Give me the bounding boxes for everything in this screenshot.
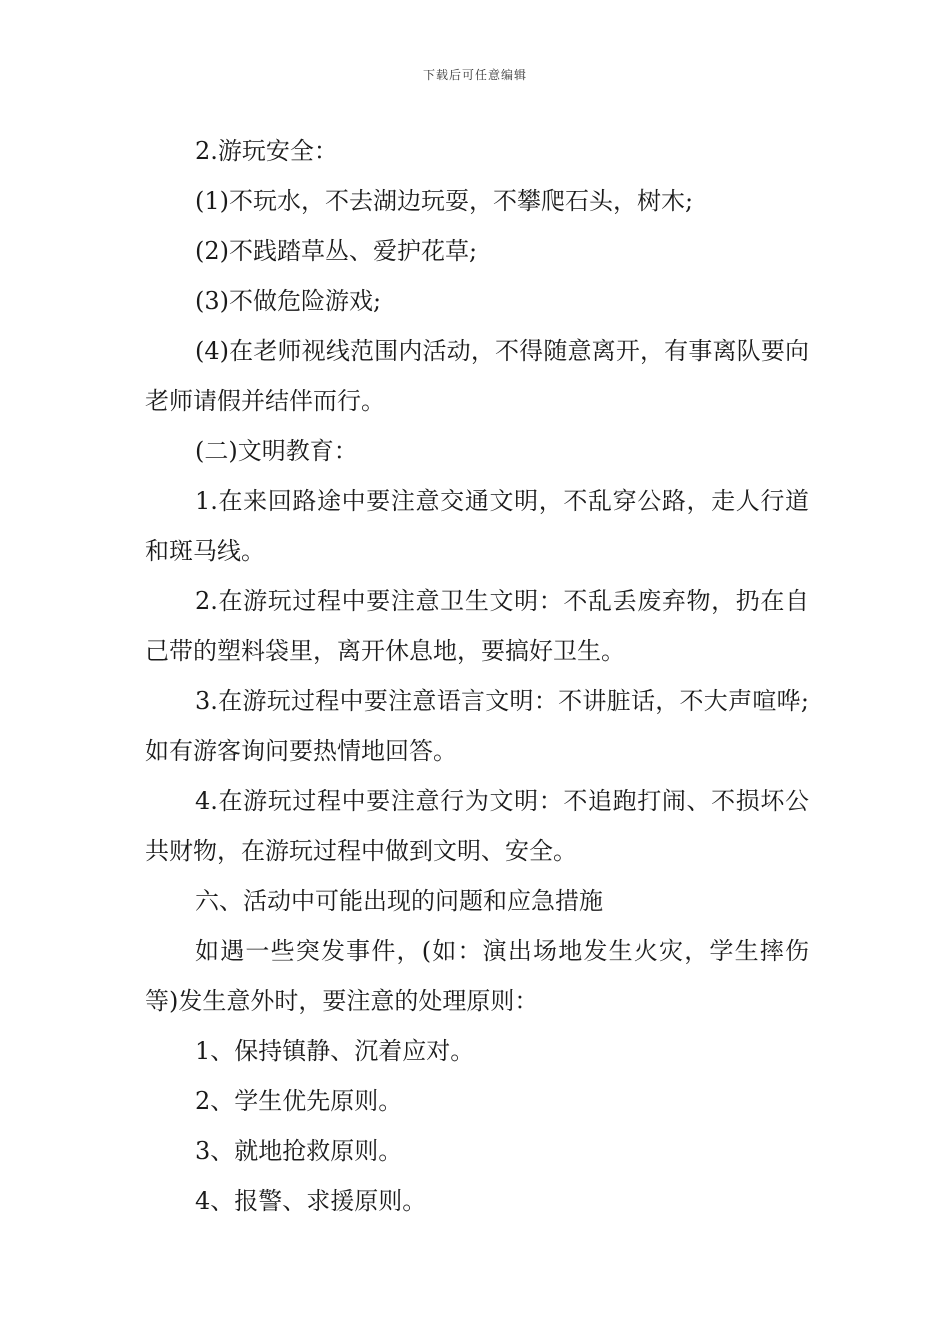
document-body (145, 126, 809, 1226)
paragraph-emergency-intro: 如遇一些突发事件，(如：演出场地发生火灾，学生摔伤等)发生意外时，要注意的处理原则： (145, 937, 809, 1015)
paragraph-principle-3: 3、就地抢救原则。 (195, 1137, 403, 1165)
paragraph-civility-heading: (二)文明教育： (195, 437, 358, 465)
paragraph-principle-1: 1、保持镇静、沉着应对。 (195, 1037, 475, 1065)
paragraph-emergency-heading: 六、活动中可能出现的问题和应急措施 (195, 887, 603, 915)
paragraph-safety-item-3: (3)不做危险游戏; (195, 287, 382, 315)
paragraph-safety-item-2: (2)不践踏草丛、爱护花草; (195, 237, 478, 265)
paragraph-safety-item-1: (1)不玩水，不去湖边玩耍，不攀爬石头，树木; (195, 187, 694, 215)
paragraph-travel-safety-heading: 2.游玩安全： (195, 137, 338, 165)
paragraph-principle-2: 2、学生优先原则。 (195, 1087, 403, 1115)
paragraph-civility-item-3: 3.在游玩过程中要注意语言文明：不讲脏话，不大声喧哗;如有游客询问要热情地回答。 (145, 687, 809, 765)
paragraph-civility-item-4: 4.在游玩过程中要注意行为文明：不追跑打闹、不损坏公共财物，在游玩过程中做到文明、安全。 (145, 787, 809, 865)
paragraph-civility-item-1: 1.在来回路途中要注意交通文明，不乱穿公路，走人行道和斑马线。 (145, 487, 809, 565)
header-note: 下载后可任意编辑 (422, 68, 527, 82)
paragraph-safety-item-4: (4)在老师视线范围内活动，不得随意离开，有事离队要向老师请假并结伴而行。 (145, 337, 809, 415)
paragraph-principle-4: 4、报警、求援原则。 (195, 1187, 427, 1215)
paragraph-civility-item-2: 2.在游玩过程中要注意卫生文明：不乱丢废弃物，扔在自己带的塑料袋里，离开休息地，要搞好卫生。 (145, 587, 809, 665)
